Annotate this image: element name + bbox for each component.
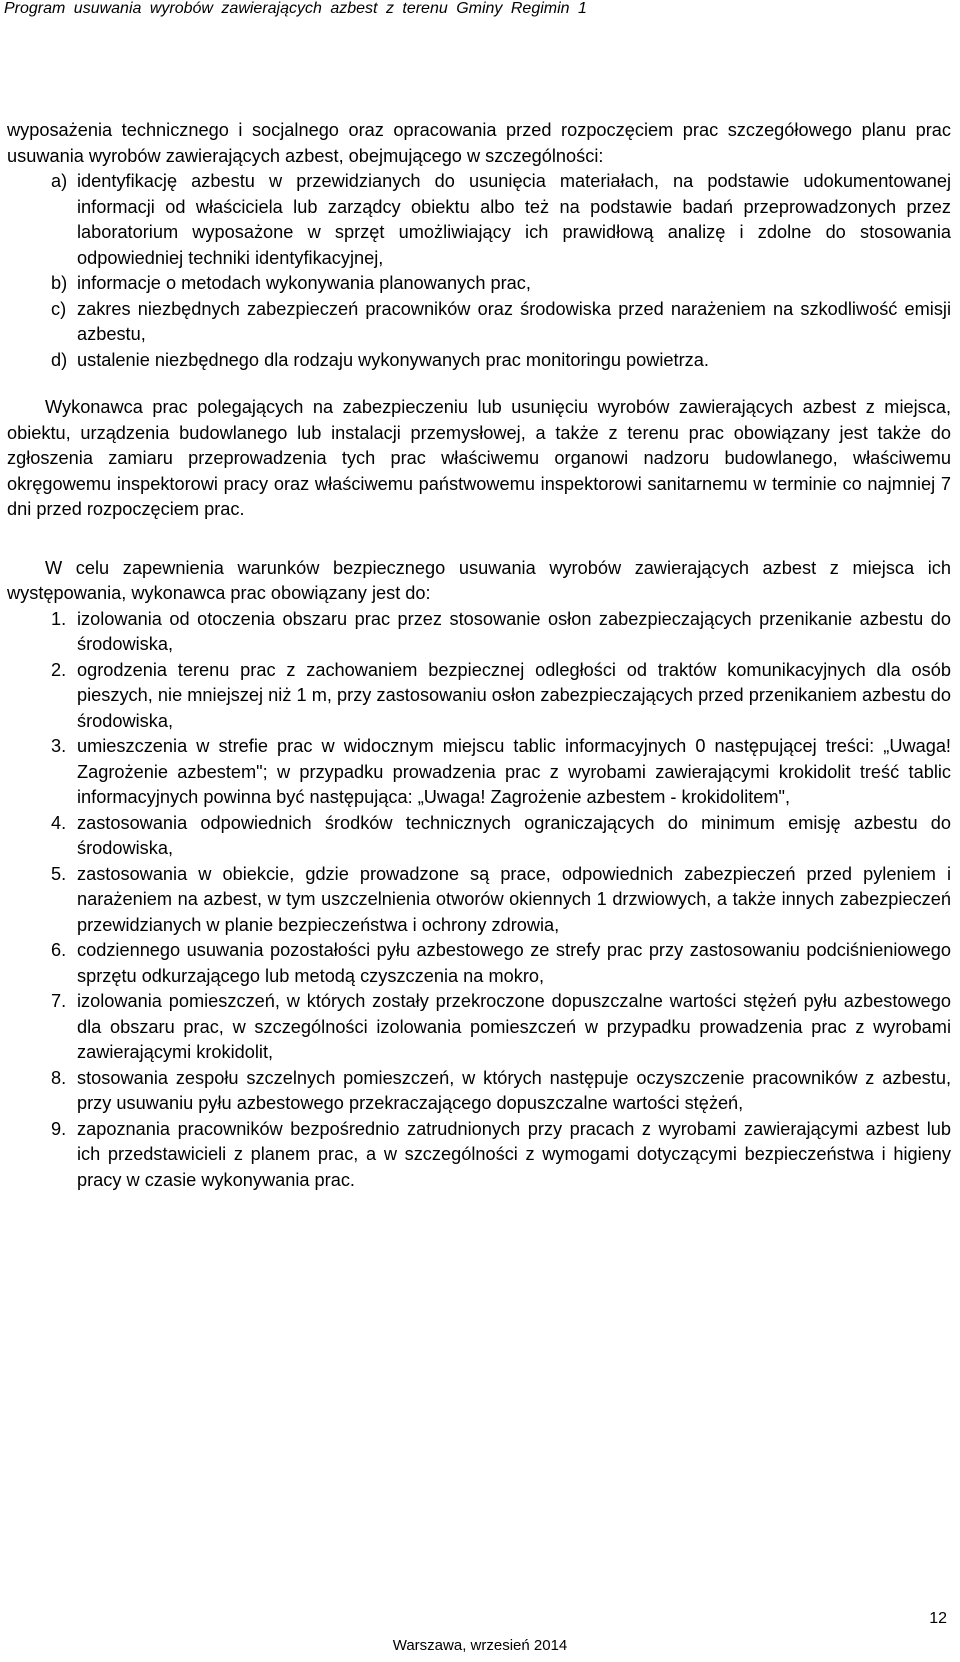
list-item (7, 1117, 951, 1194)
list-item-label: b) (51, 273, 68, 293)
intro-paragraph: wyposażenia technicznego i socjalnego oraz opracowania przed rozpoczęciem prac szczegółowego planu prac usuwania wyrobów zawierających azbest, obejmującego w szczególności: (7, 120, 951, 166)
list-item-number: 8. (51, 1067, 67, 1088)
list-item-text: zakres niezbędnych zabezpieczeń pracowników oraz środowiska przed narażeniem na szkodliwość emisji azbestu, (77, 298, 951, 344)
contractor-notification-paragraph: Wykonawca prac polegających na zabezpieczeniu lub usunięciu wyrobów zawierających azbest z miejsca, obiektu, urządzenia budowlanego lub instalacji przemysłowej, a także z terenu prac obowiązany jest także do zgłoszenia zamiaru przeprowadzenia tych prac właściwemu organowi nadzoru budowlanego, właściwemu okręgowemu inspektorowi pracy oraz właściwemu państwowemu inspektorowi sanitarnemu w terminie co najmniej 7 dni przed rozpoczęciem prac. (7, 397, 951, 519)
list-item (7, 811, 951, 862)
list-item (7, 348, 951, 374)
list-item-label: a) (51, 171, 68, 191)
list-item-number: 4. (51, 812, 67, 833)
list-item-number: 7. (51, 991, 67, 1011)
footer-date: Warszawa, wrzesień 2014 (392, 1637, 568, 1654)
list-item-text: ustalenie niezbędnego dla rodzaju wykonywanych prac monitoringu powietrza. (77, 349, 709, 370)
document-body (7, 118, 951, 1193)
list-item-number: 1. (51, 608, 67, 629)
list-item-text: stosowania zespołu szczelnych pomieszczeń, w których następuje oczyszczenie pracowników z azbestu, przy usuwaniu pyłu azbestowego przekraczającego dopuszczalne wartości stężeń, (77, 1067, 951, 1113)
list-item-text: codziennego usuwania pozostałości pyłu azbestowego ze strefy prac przy zastosowaniu podciśnieniowego sprzętu odkurzającego lub metodą czyszczenia na mokro, (77, 940, 951, 986)
list-item-text: identyfikację azbestu w przewidzianych do usunięcia materiałach, na podstawie udokumentowanej informacji od właściciela lub zarządcy obiektu albo też na podstawie badań przeprowadzonych przez laboratorium wyposażone w sprzęt umożliwiający ich prawidłową analizę i zdolne do stosowania odpowiedniej techniki identyfikacyjnej, (77, 171, 951, 268)
numbered-list (7, 607, 951, 1194)
list-item-text: informacje o metodach wykonywania planowanych prac, (77, 273, 531, 293)
list-item (7, 271, 951, 297)
list-item (7, 658, 951, 735)
list-item-text: izolowania pomieszczeń, w których zostały przekroczone dopuszczalne wartości stężeń pyłu azbestowego dla obszaru prac, w szczególności izolowania pomieszczeń w przypadku prowadzenia prac z wyrobami zawierającymi krokidolit, (77, 991, 951, 1062)
list-item-text: zastosowania odpowiednich środków technicznych ograniczających do minimum emisję azbestu do środowiska, (77, 812, 951, 858)
list-item-text: izolowania od otoczenia obszaru prac przez stosowanie osłon zabezpieczających przenikanie azbestu do środowiska, (77, 608, 951, 654)
list-item-number: 3. (51, 736, 67, 756)
list-item (7, 989, 951, 1066)
list-item-text: zastosowania w obiekcie, gdzie prowadzone są prace, odpowiednich zabezpieczeń przed pyleniem i narażeniem na azbest, w tym uszczelnienia otworów okiennych 1 drzwiowych, a także innych zabezpieczeń przewidzianych w planie bezpieczeństwa i ochrony zdrowia, (77, 863, 951, 935)
list-item (7, 1066, 951, 1117)
list-item-number: 6. (51, 940, 67, 960)
list-item-text: ogrodzenia terenu prac z zachowaniem bezpiecznej odległości od traktów komunikacyjnych dla osób pieszych, nie mniejszej niż 1 m, przy zastosowaniu osłon zabezpieczających przed przenikaniem azbestu do środowiska, (77, 659, 951, 731)
list-item-number: 2. (51, 659, 67, 680)
list-item (7, 169, 951, 271)
list-item-text: zapoznania pracowników bezpośrednio zatrudnionych przy pracach z wyrobami zawierającymi azbest lub ich przedstawicieli z planem prac, a w szczególności z wymogami dotyczącymi bezpieczeństwa i higieny pracy w czasie wykonywania prac. (77, 1118, 951, 1190)
list-item (7, 862, 951, 939)
list-item-text: umieszczenia w strefie prac w widocznym miejscu tablic informacyjnych 0 następującej treści: „Uwaga! Zagrożenie azbestem"; w przypadku prowadzenia prac z wyrobami zawierającymi krokidolit treść tablic informacyjnych powinna być następująca: „Uwaga! Zagrożenie azbestem - krokidolitem", (77, 736, 951, 807)
list-item (7, 607, 951, 658)
list-item-label: c) (51, 298, 67, 319)
safety-conditions-paragraph: W celu zapewnienia warunków bezpiecznego usuwania wyrobów zawierających azbest z miejsca ich występowania, wykonawca prac obowiązany jest do: (7, 557, 951, 603)
list-item-number: 9. (51, 1118, 67, 1139)
sub-item-list (7, 169, 951, 373)
list-item (7, 297, 951, 348)
list-item-label: d) (51, 349, 68, 370)
page-header: Program usuwania wyrobów zawierających azbest z terenu Gminy Regimin 1 (4, 0, 587, 17)
list-item-number: 5. (51, 863, 67, 884)
list-item (7, 734, 951, 811)
page-number: 12 (929, 1610, 947, 1627)
list-item (7, 938, 951, 989)
